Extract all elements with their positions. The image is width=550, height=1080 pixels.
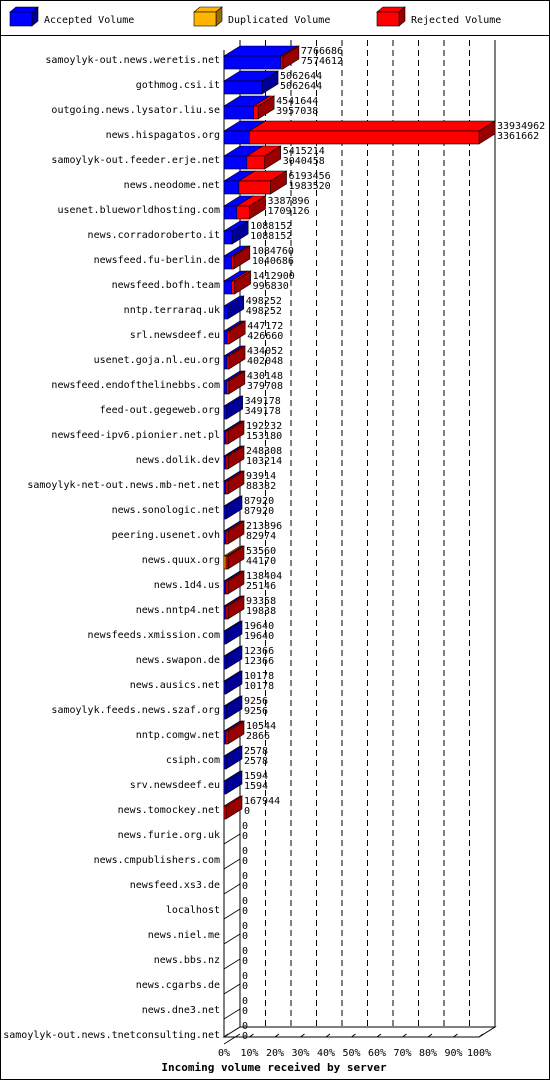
value-offered: 498252	[245, 296, 282, 307]
value-accepted: 3040458	[282, 156, 325, 167]
value-offered: 0	[242, 996, 249, 1007]
category-label: news.nntp4.net	[135, 605, 220, 616]
x-tick-2: 20%	[265, 1048, 285, 1059]
value-accepted: 1709126	[267, 206, 310, 217]
value-accepted: 87920	[244, 506, 275, 517]
category-label: newsfeeds.xmission.com	[87, 630, 220, 641]
value-offered: 0	[242, 921, 249, 932]
value-accepted: 82974	[246, 531, 277, 542]
category-label: samoylyk-out.news.tnetconsulting.net	[3, 1030, 220, 1041]
value-accepted: 0	[242, 931, 249, 942]
value-offered: 93914	[246, 471, 277, 482]
category-label: srv.newsdeef.eu	[129, 780, 220, 791]
category-label: news.1d4.us	[153, 580, 220, 591]
value-offered: 2578	[244, 746, 269, 757]
value-offered: 0	[242, 1021, 249, 1032]
category-label: news.neodome.net	[123, 180, 220, 191]
category-label: peering.usenet.ovh	[111, 530, 220, 541]
x-tick-8: 80%	[418, 1048, 438, 1059]
bar-accepted	[224, 71, 278, 94]
category-label: news.corradoroberto.it	[87, 230, 220, 241]
category-label: news.furie.org.uk	[117, 830, 220, 841]
bar-empty	[224, 1009, 240, 1019]
value-accepted: 44170	[246, 556, 277, 567]
value-accepted: 0	[242, 881, 249, 892]
bar-empty	[224, 934, 240, 944]
bar-empty	[224, 959, 240, 969]
category-label: news.dne3.net	[141, 1005, 220, 1016]
value-accepted: 2866	[246, 731, 271, 742]
value-offered: 93358	[246, 596, 277, 607]
bar-rejected	[249, 121, 495, 144]
value-accepted: 5062644	[280, 81, 323, 92]
bar-accepted	[224, 671, 242, 694]
x-axis-title: Incoming volume received by server	[161, 1061, 387, 1074]
bar-series	[224, 46, 495, 1044]
bar-accepted	[224, 771, 242, 794]
value-accepted: 0	[242, 906, 249, 917]
category-label: newsfeed.xs3.de	[129, 880, 220, 891]
category-label: outgoing.news.lysator.liu.se	[51, 105, 220, 116]
value-offered: 0	[242, 821, 249, 832]
legend-label-1: Accepted Volume	[44, 15, 135, 26]
category-label: news.bbs.nz	[153, 955, 220, 966]
x-tick-10: 100%	[466, 1048, 492, 1059]
value-offered: 7766686	[300, 46, 344, 57]
value-offered: 0	[242, 846, 249, 857]
value-offered: 3387896	[267, 196, 310, 207]
value-offered: 10544	[246, 721, 277, 732]
value-offered: 10178	[244, 671, 275, 682]
value-offered: 0	[242, 971, 249, 982]
bar-empty	[224, 859, 240, 869]
value-offered: 87920	[244, 496, 275, 507]
value-accepted: 498252	[245, 306, 282, 317]
value-offered: 6193456	[288, 171, 331, 182]
value-accepted: 153180	[246, 431, 283, 442]
value-accepted: 10178	[244, 681, 275, 692]
value-offered: 167944	[244, 796, 281, 807]
value-accepted: 3957038	[276, 106, 319, 117]
value-accepted: 426660	[247, 331, 284, 342]
x-tick-6: 60%	[367, 1048, 387, 1059]
category-label: csiph.com	[165, 755, 220, 766]
category-label: samoylyk-out.news.weretis.net	[45, 55, 220, 66]
value-accepted: 0	[242, 831, 249, 842]
category-label: news.cmpublishers.com	[93, 855, 220, 866]
value-offered: 33934962	[497, 121, 546, 132]
value-accepted: 349178	[244, 406, 281, 417]
bar-accepted	[224, 696, 242, 719]
value-accepted: 379708	[246, 381, 283, 392]
legend-swatch-2	[194, 7, 222, 26]
value-offered: 0	[242, 896, 249, 907]
bar-empty	[224, 984, 240, 994]
value-labels	[242, 46, 545, 1042]
value-accepted: 2578	[244, 756, 269, 767]
value-accepted: 1983520	[288, 181, 331, 192]
value-offered: 1088152	[250, 221, 293, 232]
value-offered: 5062644	[280, 71, 323, 82]
x-tick-5: 50%	[342, 1048, 361, 1059]
value-accepted: 0	[242, 1006, 249, 1017]
category-label: srl.newsdeef.eu	[129, 330, 220, 341]
value-accepted: 88382	[246, 481, 277, 492]
value-offered: 4541644	[276, 96, 319, 107]
x-tick-0: 0%	[217, 1048, 231, 1059]
value-offered: 0	[242, 871, 249, 882]
value-offered: 53560	[246, 546, 277, 557]
bar-empty	[224, 884, 240, 894]
value-offered: 1084760	[251, 246, 294, 257]
category-label: samoylyk.feeds.news.szaf.org	[51, 705, 220, 716]
value-accepted: 12366	[244, 656, 275, 667]
value-accepted: 9256	[244, 706, 269, 717]
category-label: news.cgarbs.de	[135, 980, 220, 991]
x-tick-1: 10%	[240, 1048, 259, 1059]
category-label: news.quux.org	[141, 555, 220, 566]
value-accepted: 0	[242, 1031, 249, 1042]
legend-label-3: Rejected Volume	[411, 15, 502, 26]
value-offered: 1594	[244, 771, 269, 782]
category-label: usenet.goja.nl.eu.org	[93, 355, 220, 366]
category-label: news.niel.me	[147, 930, 220, 941]
x-tick-3: 30%	[291, 1048, 310, 1059]
value-offered: 12366	[244, 646, 275, 657]
category-label: news.tomockey.net	[117, 805, 220, 816]
bar-rejected	[224, 796, 242, 819]
value-offered: 0	[242, 946, 249, 957]
value-offered: 19640	[244, 621, 275, 632]
legend-swatch-1	[10, 7, 38, 26]
value-offered: 9256	[244, 696, 269, 707]
bar-empty	[224, 834, 240, 844]
category-label: usenet.blueworldhosting.com	[57, 205, 220, 216]
category-label: news.dolik.dev	[135, 455, 220, 466]
value-accepted: 1088152	[250, 231, 293, 242]
value-accepted: 0	[242, 956, 249, 967]
value-offered: 192232	[246, 421, 283, 432]
value-accepted: 25146	[246, 581, 277, 592]
chart-legend	[10, 7, 501, 26]
bar-accepted	[224, 496, 242, 519]
category-label: nntp.terraraq.uk	[123, 305, 220, 316]
value-offered: 430148	[246, 371, 283, 382]
value-accepted: 1040686	[251, 256, 294, 267]
x-axis-ticks	[218, 1034, 491, 1059]
value-accepted: 19838	[246, 606, 277, 617]
value-offered: 213896	[246, 521, 283, 532]
legend-label-2: Duplicated Volume	[228, 15, 331, 26]
value-offered: 1412900	[252, 271, 295, 282]
category-label: news.ausics.net	[129, 680, 220, 691]
category-label: gothmog.csi.it	[135, 80, 220, 91]
category-label: feed-out.gegeweb.org	[99, 405, 220, 416]
category-labels	[3, 55, 220, 1041]
category-label: samoylyk-net-out.news.mb-net.net	[27, 480, 220, 491]
category-label: news.sonologic.net	[111, 505, 220, 516]
value-accepted: 7574612	[300, 56, 344, 67]
x-tick-4: 40%	[316, 1048, 336, 1059]
value-accepted: 0	[242, 856, 249, 867]
bar-accepted	[224, 296, 244, 319]
x-tick-7: 70%	[393, 1048, 412, 1059]
category-label: localhost	[165, 905, 220, 916]
category-label: newsfeed.bofh.team	[111, 280, 220, 291]
value-offered: 248308	[246, 446, 283, 457]
category-label: newsfeed.fu-berlin.de	[93, 255, 220, 266]
category-label: samoylyk-out.feeder.erje.net	[51, 155, 220, 166]
bar-accepted	[224, 746, 242, 769]
bar-accepted	[224, 646, 242, 669]
category-label: newsfeed.endofthelinebbs.com	[51, 380, 220, 391]
category-label: nntp.comgw.net	[135, 730, 220, 741]
category-label: newsfeed-ipv6.pionier.net.pl	[51, 430, 220, 441]
value-offered: 5415214	[282, 146, 325, 157]
bar-accepted	[224, 221, 248, 244]
value-accepted: 19640	[244, 631, 275, 642]
value-accepted: 1594	[244, 781, 269, 792]
value-offered: 349178	[244, 396, 281, 407]
value-offered: 434052	[247, 346, 284, 357]
value-accepted: 0	[244, 806, 251, 817]
value-offered: 138404	[246, 571, 283, 582]
value-accepted: 0	[242, 981, 249, 992]
legend-swatch-3	[377, 7, 405, 26]
category-label: news.hispagatos.org	[105, 130, 220, 141]
x-tick-mark-10	[479, 1034, 483, 1037]
value-accepted: 103214	[246, 456, 283, 467]
plot-floor	[224, 1027, 495, 1037]
category-label: news.swapon.de	[135, 655, 220, 666]
bar-empty	[224, 909, 240, 919]
bar-accepted	[224, 621, 242, 644]
value-accepted: 402048	[247, 356, 284, 367]
x-tick-9: 90%	[444, 1048, 463, 1059]
value-offered: 447172	[247, 321, 284, 332]
value-accepted: 3361662	[497, 131, 540, 142]
value-accepted: 996830	[252, 281, 289, 292]
